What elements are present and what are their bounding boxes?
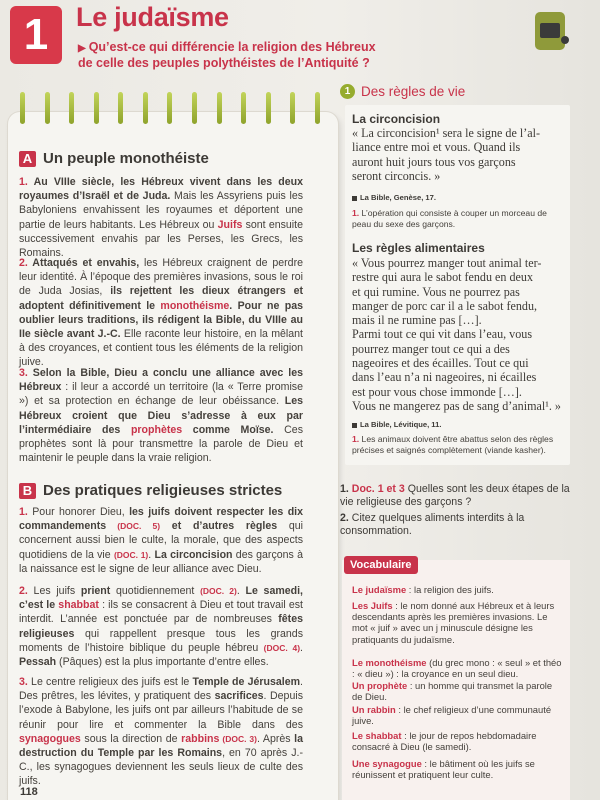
section-a-paragraph-1: 1. Au VIIIe siècle, les Hébreux vivent dans les deux royaumes d’Israël et de Juda. Mais les Assyriens puis les Babyloniens envahissent les royaumes et déportent une partie de leurs habitants. Les Hébreux ou Juifs sont ensuite successivement envahis par les Perses, les Grecs, les Romains. <box>19 176 304 260</box>
video-icon[interactable] <box>535 12 565 50</box>
vocabulary-label: Vocabulaire <box>344 556 418 574</box>
spiral-ring-icon <box>69 92 74 124</box>
doc-1-number: 1 <box>340 84 355 99</box>
section-b-title: Des pratiques religieuses strictes <box>43 482 283 499</box>
section-b-paragraph-1: 1. Pour honorer Dieu, les juifs doivent respecter les dix commandements (DOC. 5) et d’autres règles qui concernent aussi bien le culte, la morale, que des aspects quotidiens de la vie (DOC. 1). La circoncision des garçons à la naissance est le signe de leur alliance avec Dieu. <box>19 506 303 575</box>
question-2: 2. Citez quelques aliments interdits à la consommation. <box>340 512 525 538</box>
vocab-item: Le judaïsme : la religion des juifs. <box>352 584 494 595</box>
spiral-ring-icon <box>143 92 148 124</box>
video-screen <box>540 23 560 38</box>
section-b-paragraph-3: 3. Le centre religieux des juifs est le Temple de Jérusalem. Des prêtres, les lévites, y pratiquent des sacrifices. Depuis l’exode à Babylone, les juifs ont par ailleurs l’habitude de se réunir pour lire et commenter la Bible dans des synagogues sous la direction de rabbins (DOC. 3). Après la destruction du Temple par les Romains, en 70 après J.-C., les synagogues deviennent les seuls lieux de culte des juifs. <box>19 676 303 788</box>
spiral-ring-icon <box>118 92 123 124</box>
page-number: 118 <box>20 786 38 798</box>
video-play-dot <box>561 36 569 44</box>
spiral-ring-icon <box>192 92 197 124</box>
spiral-ring-icon <box>217 92 222 124</box>
chapter-question: ▶ Qu’est-ce qui différencie la religion des Hébreux de celle des peuples polythéistes de l’Antiquité ? <box>78 40 376 70</box>
section-b-letter: B <box>19 483 36 499</box>
section-a-paragraph-3: 3. Selon la Bible, Dieu a conclu une alliance avec les Hébreux : il leur a accordé un territoire (la « Terre promise ») et sa protection en échange de leur obéissance. Les Hébreux croient que Dieu s’adresse à eux par l’intermédiaire des prophètes comme Moïse. Ces prophètes sont là pour transmettre la parole de Dieu et maintenir le peuple dans la vraie religion. <box>19 367 303 465</box>
doc-1-footnote-1: 1. L’opération qui consiste à couper un morceau de peau du sexe des garçons. <box>352 208 547 229</box>
doc-1-quote-food-rules: « Vous pourrez manger tout animal ter- restre qui aura le sabot fendu en deux et qui rumine. Vous ne pourrez pas manger de porc car il a le sabot fendu, mais il ne rumine pas […]. Parmi tout ce qui vit dans l’eau, vous pourrez manger tout ce qui a des nageoires et des écailles. Tout ce qui dans l’eau n’a ni nageoires, ni écailles est pour vous chose immonde […]. Vous ne mangerez pas de sang d’animal¹. » <box>352 256 561 413</box>
vocab-item: Une synagogue : le bâtiment où les juifs se réunissent et pratiquent leur culte. <box>352 758 535 781</box>
vocab-item: Les Juifs : le nom donné aux Hébreux et à leurs descendants après les premières invasions. Le mot « juif » avec un j minuscule désigne les pratiquants du judaïsme. <box>352 600 555 645</box>
vocab-item: Un prophète : un homme qui transmet la parole de Dieu. <box>352 680 553 703</box>
vocab-item: Le monothéisme (du grec mono : « seul » et théo : « dieu ») : la croyance en un seul dieu. <box>352 657 562 680</box>
chapter-title: Le judaïsme <box>76 2 229 32</box>
spiral-ring-icon <box>266 92 271 124</box>
question-1: 1. Doc. 1 et 3 Quelles sont les deux étapes de la vie religieuse des garçons ? <box>340 483 570 509</box>
doc-1-quote-circumcision: « La circoncision¹ sera le signe de l’al- liance entre moi et vous. Quand ils auront huit jours tous vos garçons seront circoncis. » <box>352 126 540 183</box>
doc-1-source-levitique: La Bible, Lévitique, 11. <box>352 420 441 429</box>
spiral-ring-icon <box>45 92 50 124</box>
doc-1-heading <box>340 84 465 99</box>
section-a-letter: A <box>19 151 36 167</box>
spiral-ring-icon <box>241 92 246 124</box>
section-b-paragraph-2: 2. Les juifs prient quotidiennement (DOC. 2). Le samedi, c’est le shabbat : ils se consacrent à Dieu et tout travail est interdit. L’année est ponctuée par de nombreuses fêtes religieuses qui rappellent presque tous les grands moments de l’histoire biblique du peuple hébreu (DOC. 4). Pessah (Pâques) est la plus importante d’entre elles. <box>19 585 304 669</box>
chapter-number-badge: 1 <box>10 6 62 64</box>
spiral-ring-icon <box>315 92 320 124</box>
doc-1-source-genese: La Bible, Genèse, 17. <box>352 193 436 202</box>
doc-1-subtitle-circumcision: La circoncision <box>352 112 441 126</box>
spiral-ring-icon <box>94 92 99 124</box>
spiral-ring-icon <box>20 92 25 124</box>
spiral-ring-icon <box>290 92 295 124</box>
spiral-ring-icon <box>167 92 172 124</box>
section-a-title: Un peuple monothéiste <box>43 150 209 167</box>
doc-1-footnote-2: 1. Les animaux doivent être abattus selon des règles précises et saignés complètement (viande kasher). <box>352 434 554 455</box>
vocab-item: Un rabbin : le chef religieux d’une communauté juive. <box>352 704 552 727</box>
notebook-rings <box>20 92 320 126</box>
triangle-right-icon: ▶ <box>78 43 86 54</box>
doc-1-subtitle-food-rules: Les règles alimentaires <box>352 241 485 255</box>
section-b-heading <box>19 482 282 499</box>
section-a-heading <box>19 150 209 167</box>
doc-1-title: Des règles de vie <box>361 84 466 99</box>
vocab-item: Le shabbat : le jour de repos hebdomadaire consacré à Dieu (le samedi). <box>352 730 537 753</box>
section-a-paragraph-2: 2. Attaqués et envahis, les Hébreux craignent de perdre leur identité. À l’époque des premières invasions, sous le roi de Juda Josias, ils rejettent les dieux étrangers et adoptent définitivement le monothéisme. Pour ne pas oublier leurs traditions, ils rédigent la Bible, du VIIIe au IIe siècle avant J.-C. Elle raconte leur histoire, en la mêlant à des croyances, et contient tous les éléments de la religion juive. <box>19 257 304 369</box>
